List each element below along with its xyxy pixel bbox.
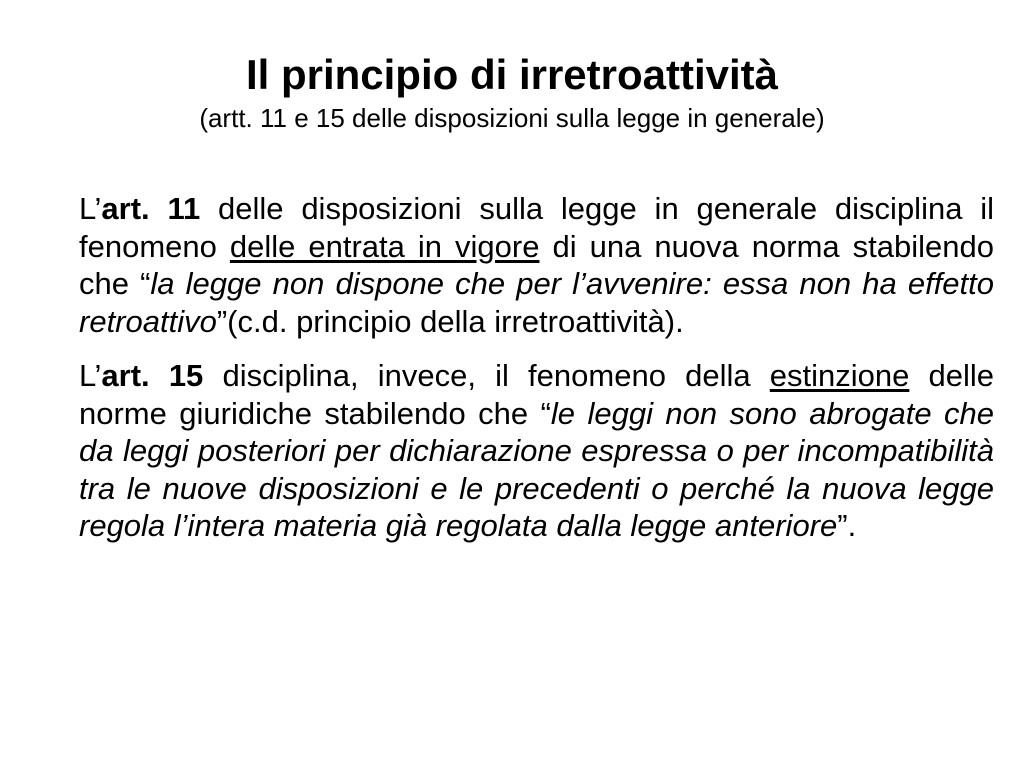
paragraph-text: disciplina, invece, il fenomeno della [203,358,770,393]
slide-title: Il principio di irretroattività [245,51,779,98]
paragraph-lead: L’ [79,191,102,226]
paragraph-text: delle norme giuridiche stabilendo che “ [79,358,994,431]
underlined-term: delle entrata in vigore [229,228,540,264]
legal-quote: le leggi non sono abrogate che da leggi posteriori per dichiarazione espressa o per incompatibilità tra le nuove disposizioni e le precedenti o perché la nuova legge regola l’intera materia già regolata dalla legge anteriore [79,395,994,543]
legal-quote: la legge non dispone che per l’avvenire: essa non ha effetto retroattivo [79,266,995,339]
article-reference: art. 11 [101,191,201,226]
paragraph-text: ”(c.d. principio della irretroattività). [216,303,684,339]
article-reference: art. 15 [101,358,204,393]
slide-subtitle: (artt. 11 e 15 delle disposizioni sulla legge in generale) [199,103,825,133]
paragraph-text: ”. [837,508,857,543]
paragraph-lead: L’ [79,358,102,393]
title-block [0,48,1024,134]
underlined-term: estinzione [769,358,910,393]
paragraph-text: di una nuova norma stabilendo che “ [79,228,994,301]
paragraph-art-15 [79,357,994,545]
slide-body [79,190,994,545]
paragraph-text: delle disposizioni sulla legge in generale disciplina il fenomeno [79,191,995,264]
paragraph-art-11 [79,190,994,340]
